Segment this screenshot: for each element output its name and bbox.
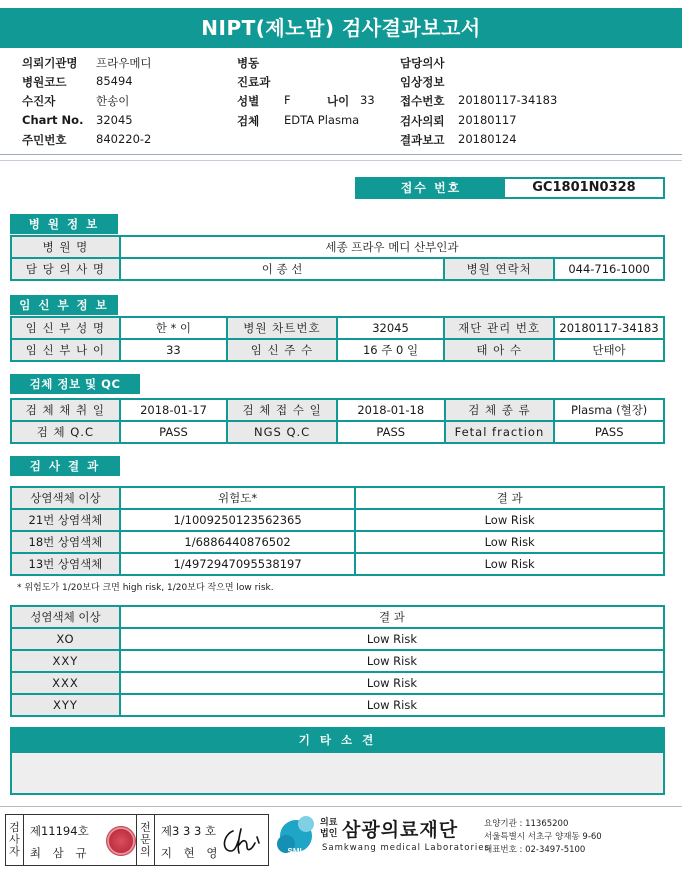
sex-chromosome-results-table: [10, 605, 665, 717]
section-specimen-qc: 검체 정보 및 QC: [10, 374, 140, 394]
table-row: [11, 317, 664, 339]
value-requesting-institution: 프라우메디: [96, 56, 152, 70]
org-name: 삼광의료재단: [342, 819, 459, 841]
misc-opinion-header: 기 타 소 견: [10, 727, 665, 753]
table-row: [11, 650, 664, 672]
org-address: 서울특별시 서초구 양재동 9-60: [484, 832, 602, 842]
cell-hospital-name: 세종 프라우 메디 산부인과: [120, 236, 664, 258]
label-specimen: 검체: [237, 114, 260, 128]
cell-label: 임 신 주 수: [227, 339, 337, 361]
cell-label: 재단 관리 번호: [444, 317, 554, 339]
value-chart-no: 32045: [96, 113, 133, 127]
table-row: [11, 672, 664, 694]
table-row: [11, 694, 664, 716]
section-hospital-info: 병 원 정 보: [10, 214, 118, 234]
cell-label: 검 체 종 류: [445, 399, 555, 421]
specialist-name: 지 현 영: [160, 846, 222, 860]
cell-label: NGS Q.C: [227, 421, 337, 443]
value-result-report: 20180124: [458, 132, 517, 146]
table-header-row: [11, 487, 664, 509]
org-type-line: 법인: [320, 829, 338, 839]
value-patient: 한송이: [96, 94, 130, 108]
label-patient: 수진자: [22, 94, 56, 108]
org-contact-info: [484, 818, 602, 857]
tester-cell: [24, 815, 137, 865]
autosome-results-table: [10, 486, 665, 576]
tester-label-char: 자: [9, 845, 20, 858]
cell-value: 단태아: [554, 339, 664, 361]
divider: [0, 160, 682, 161]
value-specimen: EDTA Plasma: [284, 113, 360, 127]
org-type-line: 의료: [320, 818, 338, 828]
cell-value: Plasma (혈장): [554, 399, 664, 421]
org-phone: 대표번호 : 02-3497-5100: [484, 845, 586, 855]
cell-label: 병 원 명: [11, 236, 120, 258]
tester-name: 최 삼 규: [29, 846, 91, 860]
value-age: 33: [360, 93, 375, 107]
label-clinical-info: 임상정보: [400, 75, 445, 89]
cell-label: 임 신 부 성 명: [11, 317, 120, 339]
cell-chromosome: 18번 상염색체: [11, 531, 120, 553]
specialist-label-char: 의: [140, 845, 151, 858]
cell-label: 태 아 수: [444, 339, 554, 361]
cell-label: 담 당 의 사 명: [11, 258, 120, 280]
risk-footnote: * 위험도가 1/20보다 크면 high risk, 1/20보다 작으면 low risk.: [17, 583, 274, 593]
cell-label: 검 체 채 취 일: [11, 399, 120, 421]
table-row: [11, 509, 664, 531]
label-receipt-number: 접수번호: [400, 94, 445, 108]
value-test-request: 20180117: [458, 113, 517, 127]
cell-value: 2018-01-18: [337, 399, 445, 421]
tester-license-number: 제11194호: [29, 824, 89, 838]
footer-divider: [0, 806, 682, 807]
value-receipt-number: 20180117-34183: [458, 93, 558, 107]
cell-value: 32045: [337, 317, 445, 339]
table-row: [11, 399, 664, 421]
misc-opinion-body: [10, 753, 665, 795]
org-institution-code: 요양기관 : 11365200: [484, 819, 569, 829]
table-row: [11, 628, 664, 650]
cell-result: Low Risk: [355, 509, 664, 531]
section-test-results: 검 사 결 과: [10, 456, 120, 476]
value-hospital-code: 85494: [96, 74, 133, 88]
header-result: 결 과: [355, 487, 664, 509]
report-title: NIPT(제노맘) 검사결과보고서: [0, 8, 682, 48]
cell-risk: 1/1009250123562365: [120, 509, 355, 531]
label-resident-number: 주민번호: [22, 133, 67, 147]
specialist-cell: [155, 815, 268, 865]
label-test-request: 검사의뢰: [400, 114, 445, 128]
cell-label: 병원 연락처: [444, 258, 554, 280]
red-seal-icon: [106, 826, 136, 856]
cell-chromosome: XO: [11, 628, 120, 650]
cell-value: 2018-01-17: [120, 399, 228, 421]
header-risk: 위험도*: [120, 487, 355, 509]
cell-risk: 1/6886440876502: [120, 531, 355, 553]
label-department: 진료과: [237, 75, 271, 89]
cell-chromosome: XYY: [11, 694, 120, 716]
signature-icon: [217, 825, 265, 857]
table-row: [11, 258, 664, 280]
cell-chromosome: 13번 상염색체: [11, 553, 120, 575]
signature-box: [5, 814, 269, 866]
cell-value: PASS: [120, 421, 228, 443]
org-name-english: Samkwang medical Laboratories: [322, 843, 490, 853]
value-resident-number: 840220-2: [96, 132, 152, 146]
cell-risk: 1/4972947095538197: [120, 553, 355, 575]
cell-result: Low Risk: [355, 553, 664, 575]
label-result-report: 결과보고: [400, 133, 445, 147]
org-type: [320, 818, 337, 840]
cell-chromosome: XXY: [11, 650, 120, 672]
cell-label: 검 체 Q.C: [11, 421, 120, 443]
header-result: 결 과: [120, 606, 664, 628]
cell-result: Low Risk: [120, 628, 664, 650]
table-row: [11, 421, 664, 443]
label-doctor: 담당의사: [400, 56, 445, 70]
cell-value: 33: [120, 339, 227, 361]
table-header-row: [11, 606, 664, 628]
cell-chromosome: XXX: [11, 672, 120, 694]
table-row: [11, 236, 664, 258]
specialist-label-char: 전: [140, 821, 151, 834]
cell-label: 임 신 부 나 이: [11, 339, 120, 361]
cell-label: 검 체 접 수 일: [227, 399, 337, 421]
value-sex: F: [284, 93, 291, 107]
cell-chromosome: 21번 상염색체: [11, 509, 120, 531]
cell-value: PASS: [337, 421, 445, 443]
cell-value: 16 주 0 일: [337, 339, 445, 361]
label-age: 나이: [327, 94, 350, 108]
cell-doctor-name: 이 종 선: [120, 258, 444, 280]
table-row: [11, 553, 664, 575]
cell-result: Low Risk: [120, 650, 664, 672]
patient-info-block: [0, 52, 682, 150]
cell-label: 병원 차트번호: [227, 317, 337, 339]
label-chart-no: Chart No.: [22, 113, 84, 127]
cell-result: Low Risk: [355, 531, 664, 553]
sml-logo-icon: [274, 814, 318, 864]
specimen-info-table: [10, 398, 665, 444]
label-hospital-code: 병원코드: [22, 75, 67, 89]
divider: [0, 154, 682, 155]
cell-hospital-contact: 044-716-1000: [554, 258, 664, 280]
cell-value: 한 * 이: [120, 317, 227, 339]
cell-result: Low Risk: [120, 672, 664, 694]
logo-text: SML: [287, 847, 305, 856]
section-mother-info: 임 신 부 정 보: [10, 295, 118, 315]
specialist-label-char: 문: [140, 833, 151, 846]
tester-label-char: 사: [9, 833, 20, 846]
table-row: [11, 339, 664, 361]
specialist-label: [137, 815, 155, 865]
tester-label: [6, 815, 24, 865]
mother-info-table: [10, 316, 665, 362]
cell-result: Low Risk: [120, 694, 664, 716]
hospital-info-table: [10, 235, 665, 281]
tester-label-char: 검: [9, 821, 20, 834]
header-sex-chromosome: 성염색체 이상: [11, 606, 120, 628]
receipt-number-box: [355, 177, 665, 199]
label-ward: 병동: [237, 56, 260, 70]
cell-label: Fetal fraction: [445, 421, 555, 443]
receipt-number-label: 접수 번호: [357, 179, 505, 197]
table-row: [11, 531, 664, 553]
label-sex: 성별: [237, 94, 260, 108]
receipt-number-value: GC1801N0328: [532, 180, 636, 195]
specialist-license-number: 제3 3 3 호: [160, 824, 217, 838]
cell-value: 20180117-34183: [554, 317, 664, 339]
label-requesting-institution: 의뢰기관명: [22, 56, 78, 70]
header-autosome: 상염색체 이상: [11, 487, 120, 509]
cell-value: PASS: [554, 421, 664, 443]
